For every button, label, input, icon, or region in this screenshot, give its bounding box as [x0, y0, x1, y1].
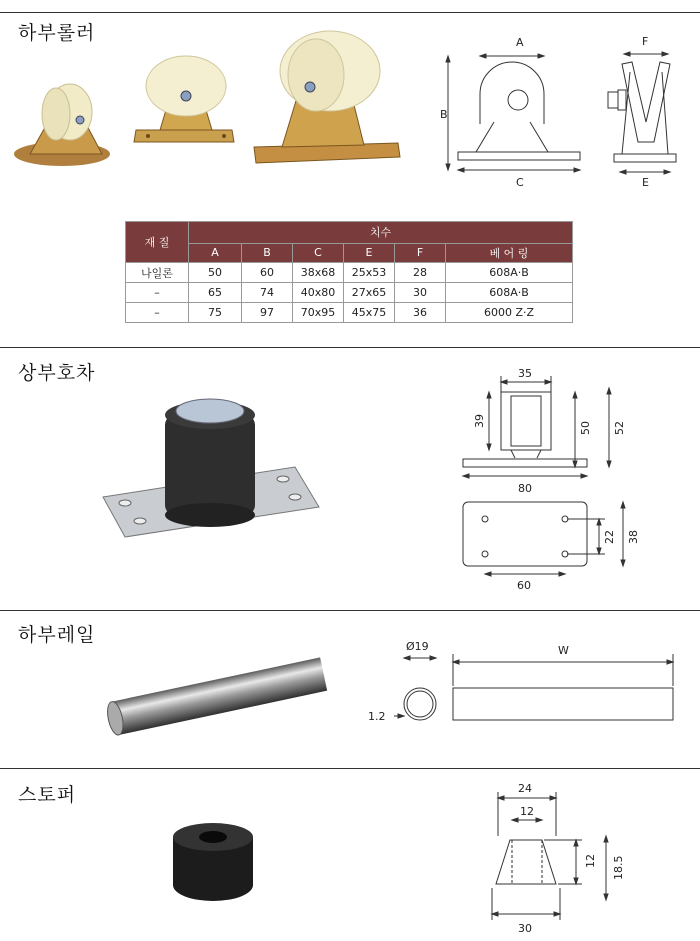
dim-12-height: 12 — [584, 854, 597, 868]
table-cell: 65 — [189, 283, 242, 303]
roller-photo-medium — [130, 50, 240, 155]
dim-thickness: 1.2 — [368, 710, 386, 723]
col-header-f: F — [395, 243, 446, 262]
table-cell: 50 — [189, 263, 242, 283]
rail-drawing — [360, 636, 690, 726]
table-cell: 27x65 — [344, 283, 395, 303]
rail-photo — [100, 632, 330, 752]
table-cell: 30 — [395, 283, 446, 303]
top-guide-photo — [95, 385, 330, 555]
col-header-e: E — [344, 243, 395, 262]
dim-label-a: A — [516, 36, 524, 49]
table-cell: – — [126, 303, 189, 323]
dim-label-f: F — [642, 35, 649, 48]
table-cell: 60 — [242, 263, 293, 283]
table-cell: 608A·B — [446, 283, 573, 303]
dim-50: 50 — [579, 421, 592, 435]
table-row — [126, 303, 573, 323]
dim-label-b: B — [440, 108, 448, 121]
table-cell: 75 — [189, 303, 242, 323]
dim-80: 80 — [518, 482, 532, 495]
section-divider — [0, 347, 700, 348]
top-guide-drawing — [455, 362, 650, 602]
col-header-bearing: 베 어 링 — [446, 243, 573, 262]
section-title-roller: 하부롤러 — [18, 22, 96, 44]
table-row — [126, 283, 573, 303]
stopper-drawing — [480, 780, 640, 938]
col-header-c: C — [293, 243, 344, 262]
table-cell: 6000 Z·Z — [446, 303, 573, 323]
section-title-rail: 하부레일 — [18, 624, 96, 646]
dim-38: 38 — [627, 530, 640, 544]
table-header-dimension: 치수 — [189, 222, 573, 244]
dim-52: 52 — [613, 421, 626, 435]
section-divider — [0, 768, 700, 769]
section-divider — [0, 610, 700, 611]
dim-30: 30 — [518, 922, 532, 935]
dim-12-width: 12 — [520, 805, 534, 818]
col-header-b: B — [242, 243, 293, 262]
dim-diameter: Ø19 — [406, 640, 429, 653]
table-cell: 25x53 — [344, 263, 395, 283]
dim-18-5: 18.5 — [612, 855, 625, 880]
table-cell: 40x80 — [293, 283, 344, 303]
table-cell: 97 — [242, 303, 293, 323]
table-cell: 38x68 — [293, 263, 344, 283]
table-cell: 74 — [242, 283, 293, 303]
table-cell: 45x75 — [344, 303, 395, 323]
table-cell: – — [126, 283, 189, 303]
table-cell: 70x95 — [293, 303, 344, 323]
roller-photo-large — [252, 25, 402, 180]
dim-label-e: E — [642, 176, 649, 189]
table-header-material: 재 질 — [126, 222, 189, 263]
col-header-a: A — [189, 243, 242, 262]
roller-spec-table — [125, 221, 573, 323]
roller-front-drawing — [438, 32, 598, 192]
table-cell: 나일론 — [126, 263, 189, 283]
dim-label-c: C — [516, 176, 524, 189]
dim-22: 22 — [603, 530, 616, 544]
table-cell: 36 — [395, 303, 446, 323]
dim-24: 24 — [518, 782, 532, 795]
roller-side-drawing — [600, 32, 690, 192]
top-rule — [0, 12, 700, 13]
dim-39: 39 — [473, 414, 486, 428]
dim-35: 35 — [518, 367, 532, 380]
stopper-photo — [165, 815, 260, 910]
table-cell: 28 — [395, 263, 446, 283]
section-title-top-guide: 상부호차 — [18, 362, 96, 384]
dim-60: 60 — [517, 579, 531, 592]
table-row — [126, 263, 573, 283]
roller-photo-small — [10, 70, 115, 175]
dim-width: W — [558, 644, 569, 657]
table-cell: 608A·B — [446, 263, 573, 283]
section-title-stopper: 스토퍼 — [18, 784, 77, 806]
